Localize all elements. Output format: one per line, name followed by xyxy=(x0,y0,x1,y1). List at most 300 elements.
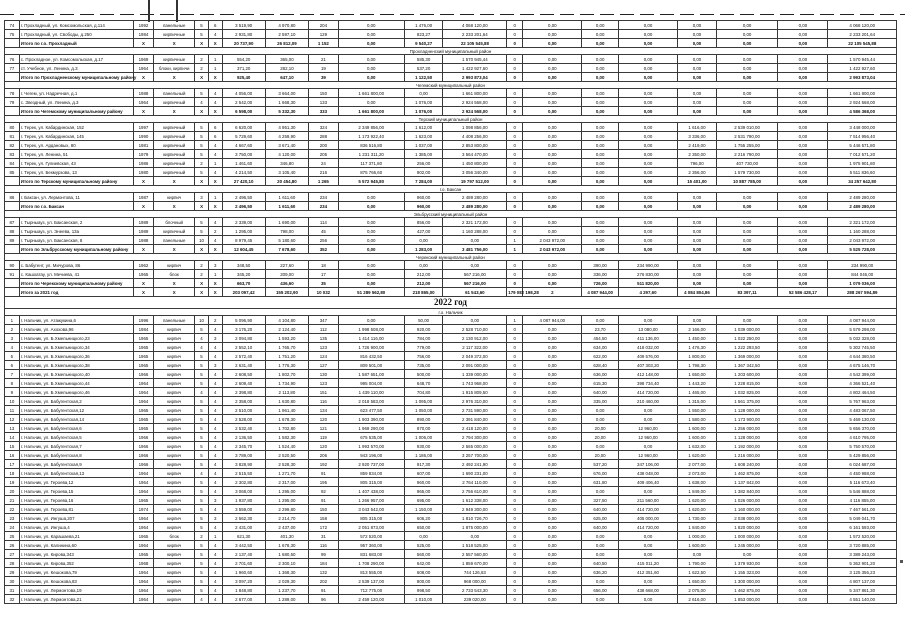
table-cell: 0,00 xyxy=(523,541,582,550)
table-cell: 1 039 000,00 xyxy=(716,325,778,334)
table-cell: 0,00 xyxy=(523,433,582,442)
table-cell: 4 xyxy=(208,433,222,442)
table-cell: 127 xyxy=(309,361,339,370)
table-cell: 4 802 464,50 xyxy=(828,388,897,397)
table-cell: 23,70 xyxy=(582,325,618,334)
table-cell: 1 xyxy=(208,55,222,64)
table-cell: 4 297,60 xyxy=(618,288,677,297)
table-cell: кирпич xyxy=(154,370,195,379)
table-cell: 2 350,00 xyxy=(678,150,717,159)
table-cell: 4 116 855,00 xyxy=(828,496,897,505)
table-cell: 121 xyxy=(309,424,339,433)
table-cell: 870,00 xyxy=(404,424,443,433)
table-cell: 0,00 xyxy=(678,30,717,39)
table-cell: 0,00 xyxy=(338,227,404,236)
table-cell: 2 321 172,00 xyxy=(443,218,507,227)
table-row xyxy=(5,334,897,343)
table-cell: 2 431,00 xyxy=(222,523,265,532)
table-cell: 1 245 000,00 xyxy=(716,541,778,550)
table-cell: 371,20 xyxy=(222,64,265,73)
table-row xyxy=(5,236,897,245)
table-cell: 0 xyxy=(507,39,523,48)
table-cell: 1 237,70 xyxy=(265,586,308,595)
table-cell: 2 075,00 xyxy=(678,586,717,595)
table-row xyxy=(5,132,897,141)
table-cell: 398 734,40 xyxy=(618,379,677,388)
table-cell: X xyxy=(195,39,209,48)
address-cell: г. Нальчик, ул. Калинина,60 xyxy=(19,541,133,550)
table-cell: 234 990,00 xyxy=(618,261,677,270)
table-cell: 0 xyxy=(507,397,523,406)
table-cell: 4 xyxy=(208,451,222,460)
table-cell: 1964 xyxy=(133,469,154,478)
table-cell: 5 511 836,60 xyxy=(828,168,897,177)
table-cell: 0,00 xyxy=(618,98,677,107)
total-row xyxy=(5,279,897,288)
table-row xyxy=(5,550,897,559)
table-cell: 0,00 xyxy=(716,21,778,30)
table-cell: 2 398,80 xyxy=(222,388,265,397)
table-cell: 1965 xyxy=(133,343,154,352)
table-cell xyxy=(5,288,20,297)
table-cell: X xyxy=(154,177,195,186)
table-cell: 0 xyxy=(507,388,523,397)
table-cell: 4 xyxy=(208,505,222,514)
table-cell: 0 xyxy=(507,159,523,168)
table-cell: 2 300,10 xyxy=(265,559,308,568)
address-cell: г. Нальчик, ул. Кирова,343 xyxy=(19,550,133,559)
table-cell: 0,00 xyxy=(716,270,778,279)
table-cell: X xyxy=(133,73,154,82)
table-cell: 2 317,00 xyxy=(265,478,308,487)
table-cell: 1 216 000,00 xyxy=(716,451,778,460)
table-cell: 567 216,00 xyxy=(443,279,507,288)
table-cell xyxy=(5,202,20,211)
address-cell: Итого за 2021 год xyxy=(19,288,133,297)
section-heading: Чегемский муниципальный район xyxy=(5,82,897,89)
table-cell: 1 524,40 xyxy=(265,442,308,451)
table-cell: 4 xyxy=(5,343,20,352)
table-cell: 61 543,60 xyxy=(443,288,507,297)
table-cell: 0,00 xyxy=(618,150,677,159)
table-cell: 1 160 000,00 xyxy=(716,505,778,514)
table-cell: 11 xyxy=(5,406,20,415)
table-cell: 5 xyxy=(195,559,209,568)
table-cell: 1964 xyxy=(133,541,154,550)
address-cell: г. Нальчик, ул. Б.Хмельницкого,38 xyxy=(19,361,133,370)
table-cell: 1 289,00 xyxy=(265,595,308,604)
table-cell: 0 xyxy=(507,442,523,451)
table-cell: 0 xyxy=(507,98,523,107)
table-cell: 1 122,50 xyxy=(404,73,443,82)
table-cell: 0,00 xyxy=(582,406,618,415)
table-cell: 0,00 xyxy=(778,550,828,559)
table-cell: 0,00 xyxy=(778,98,828,107)
table-cell: 0 xyxy=(507,132,523,141)
table-cell: 0,00 xyxy=(778,227,828,236)
table-cell: 640,50 xyxy=(582,559,618,568)
table-cell: 2 993 873,04 xyxy=(443,73,507,82)
table-cell: 2 xyxy=(195,270,209,279)
table-cell: 13 xyxy=(5,424,20,433)
table-cell: 0,00 xyxy=(778,442,828,451)
table-cell: 0 xyxy=(507,141,523,150)
table-cell: X xyxy=(195,73,209,82)
table-cell: 0,00 xyxy=(618,132,677,141)
table-cell: 0,00 xyxy=(618,442,677,451)
table-cell: 7 xyxy=(5,370,20,379)
table-cell: 1 xyxy=(208,532,222,541)
table-row xyxy=(5,21,897,30)
table-cell: 784,00 xyxy=(404,334,443,343)
table-cell: 10 887 785,00 xyxy=(716,177,778,186)
table-cell: 21 xyxy=(309,55,339,64)
table-cell: 5 xyxy=(195,433,209,442)
table-row xyxy=(5,451,897,460)
table-cell: 1966 xyxy=(133,442,154,451)
table-cell: 0,00 xyxy=(523,586,582,595)
table-cell: 0,00 xyxy=(778,478,828,487)
table-cell: 1997 xyxy=(133,123,154,132)
table-cell: 1 095,00 xyxy=(404,397,443,406)
table-cell: 676,00 xyxy=(582,469,618,478)
table-cell: 30 xyxy=(5,577,20,586)
table-cell: 0,00 xyxy=(338,39,404,48)
table-cell: 288 xyxy=(309,132,339,141)
table-cell: 0,00 xyxy=(523,279,582,288)
table-cell: 0 xyxy=(507,577,523,586)
table-cell: 1 708 290,00 xyxy=(338,559,404,568)
table-cell: 1 369 000,00 xyxy=(716,352,778,361)
table-cell: кирпич xyxy=(154,577,195,586)
table-cell: 1 743 968,00 xyxy=(443,379,507,388)
table-cell: 91 xyxy=(309,496,339,505)
table-cell: 4 675 146,70 xyxy=(828,361,897,370)
table-cell: 1 000,00 xyxy=(678,532,717,541)
table-cell: 2 018 583,00 xyxy=(338,397,404,406)
table-cell: 0,00 xyxy=(523,595,582,604)
table-cell: 0,00 xyxy=(678,316,717,325)
table-cell: 88 xyxy=(5,227,20,236)
table-cell: 5 xyxy=(195,227,209,236)
table-cell: блок xyxy=(154,532,195,541)
table-cell: 4 xyxy=(208,469,222,478)
table-cell: X xyxy=(195,245,209,254)
table-cell: 4 542 399,00 xyxy=(828,370,897,379)
table-cell: 23 xyxy=(5,514,20,523)
table-cell: 0,00 xyxy=(618,541,677,550)
table-cell: кирпич xyxy=(154,523,195,532)
table-cell: 91 xyxy=(309,469,339,478)
table-cell: 0,00 xyxy=(778,107,828,116)
table-cell: кирпичный xyxy=(154,159,195,168)
table-cell: 2 091 000,00 xyxy=(443,361,507,370)
table-cell: 2 419,00 xyxy=(678,141,717,150)
table-cell: 20 737,90 xyxy=(222,39,265,48)
table-cell: 2 233 201,64 xyxy=(828,30,897,39)
table-cell: 4 xyxy=(208,30,222,39)
table-cell: 50,00 xyxy=(404,316,443,325)
table-cell: 0,00 xyxy=(582,550,618,559)
table-cell: 0,00 xyxy=(582,107,618,116)
table-cell: 411 136,00 xyxy=(618,334,677,343)
table-cell: 930,00 xyxy=(404,442,443,451)
table-cell: 0,00 xyxy=(778,343,828,352)
address-cell: г. Нальчик, ул. Бабугентская,9 xyxy=(19,460,133,469)
table-cell: 0,00 xyxy=(582,21,618,30)
table-cell: 4 xyxy=(195,334,209,343)
table-cell: 0,00 xyxy=(523,379,582,388)
table-cell: 0,00 xyxy=(778,202,828,211)
table-cell: 158 xyxy=(309,514,339,523)
table-cell: кирпич xyxy=(154,505,195,514)
table-cell: 19 xyxy=(309,64,339,73)
table-cell: кирпич xyxy=(154,261,195,270)
table-cell: 0,00 xyxy=(778,150,828,159)
table-cell: 5 xyxy=(195,442,209,451)
table-cell: 1 755 255,00 xyxy=(716,141,778,150)
table-cell: 2 216 790,00 xyxy=(716,150,778,159)
table-cell: 5 546 888,00 xyxy=(828,487,897,496)
table-cell: 0,00 xyxy=(778,21,828,30)
table-cell: 640,00 xyxy=(582,505,618,514)
table-cell: 0,00 xyxy=(523,388,582,397)
table-cell: 4 xyxy=(208,352,222,361)
table-row xyxy=(5,442,897,451)
table-cell: 0,00 xyxy=(778,261,828,270)
table-cell: 0,00 xyxy=(618,316,677,325)
table-cell: 1 859 670,00 xyxy=(443,559,507,568)
table-cell: 1 186,00 xyxy=(404,451,443,460)
table-cell: 2 528,30 xyxy=(265,460,308,469)
address-cell: г. Нальчик, ул. Кешокова,79 xyxy=(19,568,133,577)
table-row xyxy=(5,270,897,279)
table-cell: 0,00 xyxy=(338,202,404,211)
table-cell: 2 520,50 xyxy=(265,451,308,460)
table-cell: 0 xyxy=(507,541,523,550)
table-cell: 0,00 xyxy=(582,159,618,168)
table-row xyxy=(5,406,897,415)
table-cell: кирпич xyxy=(154,568,195,577)
address-cell: г. Нальчик, ул. Б.Хмельницкого,34 xyxy=(19,343,133,352)
address-cell: г. Нальчик, ул. Бабугентская,5 xyxy=(19,433,133,442)
table-cell: 0,00 xyxy=(716,279,778,288)
table-cell: 120 xyxy=(309,415,339,424)
margin-mark xyxy=(176,0,178,22)
table-cell: 634,00 xyxy=(582,343,618,352)
table-cell: 4 xyxy=(208,478,222,487)
table-cell: 1 231 311,20 xyxy=(338,150,404,159)
table-cell: 0,00 xyxy=(778,245,828,254)
table-cell: 0,00 xyxy=(523,514,582,523)
table-cell: 809 501,00 xyxy=(338,361,404,370)
table-cell: 2 949 300,00 xyxy=(443,505,507,514)
table-cell: 960,00 xyxy=(404,193,443,202)
table-cell: 554,20 xyxy=(222,55,265,64)
table-cell: X xyxy=(154,279,195,288)
table-cell: кирпич xyxy=(154,334,195,343)
table-cell: 998,50 xyxy=(404,586,443,595)
table-cell: X xyxy=(208,73,222,82)
table-cell: 1964 xyxy=(133,98,154,107)
table-cell: 5 xyxy=(195,415,209,424)
table-cell: 1 xyxy=(507,236,523,245)
table-cell: 0,00 xyxy=(523,193,582,202)
table-cell: 0,00 xyxy=(582,202,618,211)
table-cell: 1 300 000,00 xyxy=(716,577,778,586)
table-cell: 1986 xyxy=(133,159,154,168)
table-cell: 20 xyxy=(5,487,20,496)
table-cell: 12 960,00 xyxy=(618,424,677,433)
table-cell: 20,00 xyxy=(582,451,618,460)
table-cell: 256 xyxy=(309,236,339,245)
table-cell: 1964 xyxy=(133,595,154,604)
table-cell: 7 467 561,00 xyxy=(828,505,897,514)
table-cell: 5 xyxy=(195,218,209,227)
table-cell: 0,00 xyxy=(716,39,778,48)
table-cell: 1 730,00 xyxy=(678,514,717,523)
table-cell: 0,00 xyxy=(582,245,618,254)
table-cell: 2 166,00 xyxy=(678,325,717,334)
table-cell: 22 105 545,88 xyxy=(443,39,507,48)
table-cell: 2 136,50 xyxy=(222,433,265,442)
table-cell: 0,00 xyxy=(523,98,582,107)
table-cell: 675 535,00 xyxy=(338,433,404,442)
table-cell: 1964 xyxy=(133,514,154,523)
table-cell: 0,00 xyxy=(778,132,828,141)
table-cell: 0,00 xyxy=(523,334,582,343)
table-cell: 0,00 xyxy=(582,55,618,64)
table-cell: 0,00 xyxy=(404,532,443,541)
table-cell: 4 xyxy=(208,523,222,532)
table-cell: 0 xyxy=(507,406,523,415)
table-cell: 3 448 000,00 xyxy=(828,123,897,132)
table-cell: 0,00 xyxy=(523,523,582,532)
table-cell: 1965 xyxy=(133,532,154,541)
table-cell: 1 702,80 xyxy=(265,424,308,433)
table-cell: 1 849,00 xyxy=(678,487,717,496)
address-cell: г. Нальчик, ул. Б.Хмельницкого,44 xyxy=(19,379,133,388)
table-cell: 0,00 xyxy=(778,532,828,541)
table-cell: 1 xyxy=(5,316,20,325)
table-cell: 1 000 000,00 xyxy=(716,532,778,541)
table-cell: 1964 xyxy=(133,388,154,397)
table-cell: 0 xyxy=(507,559,523,568)
table-cell: 1988 xyxy=(133,89,154,98)
total-row xyxy=(5,202,897,211)
table-cell: 1 228 815,00 xyxy=(716,379,778,388)
table-cell: 0 xyxy=(507,261,523,270)
table-row xyxy=(5,123,897,132)
table-row xyxy=(5,505,897,514)
table-cell: 0,00 xyxy=(778,577,828,586)
table-cell: 6 161 593,00 xyxy=(828,523,897,532)
table-cell: 0,00 xyxy=(443,532,507,541)
table-cell: 1 848,80 xyxy=(222,586,265,595)
table-cell: 2 xyxy=(195,64,209,73)
table-cell: 537,20 xyxy=(582,460,618,469)
table-cell: 0,00 xyxy=(678,236,717,245)
table-cell: 631,80 xyxy=(582,478,618,487)
table-row xyxy=(5,415,897,424)
table-cell: X xyxy=(133,177,154,186)
table-cell: 0,00 xyxy=(618,73,677,82)
table-cell: 3 xyxy=(208,514,222,523)
table-cell: 22 105 545,88 xyxy=(828,39,897,48)
table-cell: 2 xyxy=(5,325,20,334)
table-cell: 5 767 963,00 xyxy=(828,397,897,406)
table-cell: 625,00 xyxy=(582,514,618,523)
address-cell: г. Тырныауз, ул. Баксанская, 8 xyxy=(19,236,133,245)
table-cell: 608,00 xyxy=(404,568,443,577)
table-cell: 640,00 xyxy=(582,388,618,397)
table-cell: X xyxy=(195,107,209,116)
table-cell: 0,00 xyxy=(523,559,582,568)
table-row xyxy=(5,227,897,236)
table-cell: 0 xyxy=(507,89,523,98)
table-row xyxy=(5,141,897,150)
table-cell: 5 446 571,80 xyxy=(828,141,897,150)
table-cell: 0,00 xyxy=(618,236,677,245)
table-cell: 9 xyxy=(5,388,20,397)
table-cell: 0,00 xyxy=(678,261,717,270)
table-cell: 2 764 110,00 xyxy=(443,478,507,487)
table-cell: 0,00 xyxy=(778,30,828,39)
table-cell: 2 515,50 xyxy=(222,469,265,478)
table-cell: 352 xyxy=(309,245,339,254)
table-cell: 0 xyxy=(507,595,523,604)
table-cell: 3 105,40 xyxy=(265,168,308,177)
table-cell: 0,00 xyxy=(523,177,582,186)
table-cell: 0,00 xyxy=(778,379,828,388)
table-cell: 4 970,80 xyxy=(265,21,308,30)
table-cell: 0,00 xyxy=(338,245,404,254)
table-cell: 0,00 xyxy=(778,559,828,568)
table-cell: 184 xyxy=(309,559,339,568)
table-cell: 0,00 xyxy=(778,89,828,98)
table-cell: 150 xyxy=(309,505,339,514)
table-cell: 0,00 xyxy=(338,270,404,279)
table-row xyxy=(5,559,897,568)
section-heading: г.о. Нальчик xyxy=(5,309,897,316)
table-cell: 172 xyxy=(309,523,339,532)
table-cell: 0,00 xyxy=(582,39,618,48)
table-cell: 234 xyxy=(309,193,339,202)
table-cell: 1 798,30 xyxy=(678,361,717,370)
table-cell: 210 460,00 xyxy=(618,397,677,406)
table-cell: 1 022 250,00 xyxy=(716,334,778,343)
table-cell: 2 094,80 xyxy=(222,334,265,343)
table-cell: 1 616,00 xyxy=(678,123,717,132)
table-cell: 1 050,00 xyxy=(404,406,443,415)
table-cell: 695,00 xyxy=(404,496,443,505)
table-cell: 2 565 000,00 xyxy=(443,442,507,451)
table-cell: 621,30 xyxy=(222,532,265,541)
table-cell: 5 572 945,80 xyxy=(338,177,404,186)
table-cell: 1 690,00 xyxy=(265,218,308,227)
table-cell: 2 356,00 xyxy=(678,168,717,177)
table-cell: 324 xyxy=(309,123,339,132)
address-cell: г. Тырныауз, ул. Баксанская, 2 xyxy=(19,218,133,227)
table-cell: 4 xyxy=(208,460,222,469)
table-cell: 0,00 xyxy=(618,532,677,541)
table-cell: 75 xyxy=(5,30,20,39)
table-cell: 1 593,20 xyxy=(265,334,308,343)
table-cell: X xyxy=(208,177,222,186)
table-cell: 414 720,00 xyxy=(618,388,677,397)
table-cell: 647,10 xyxy=(265,73,308,82)
table-cell: 0,00 xyxy=(523,159,582,168)
